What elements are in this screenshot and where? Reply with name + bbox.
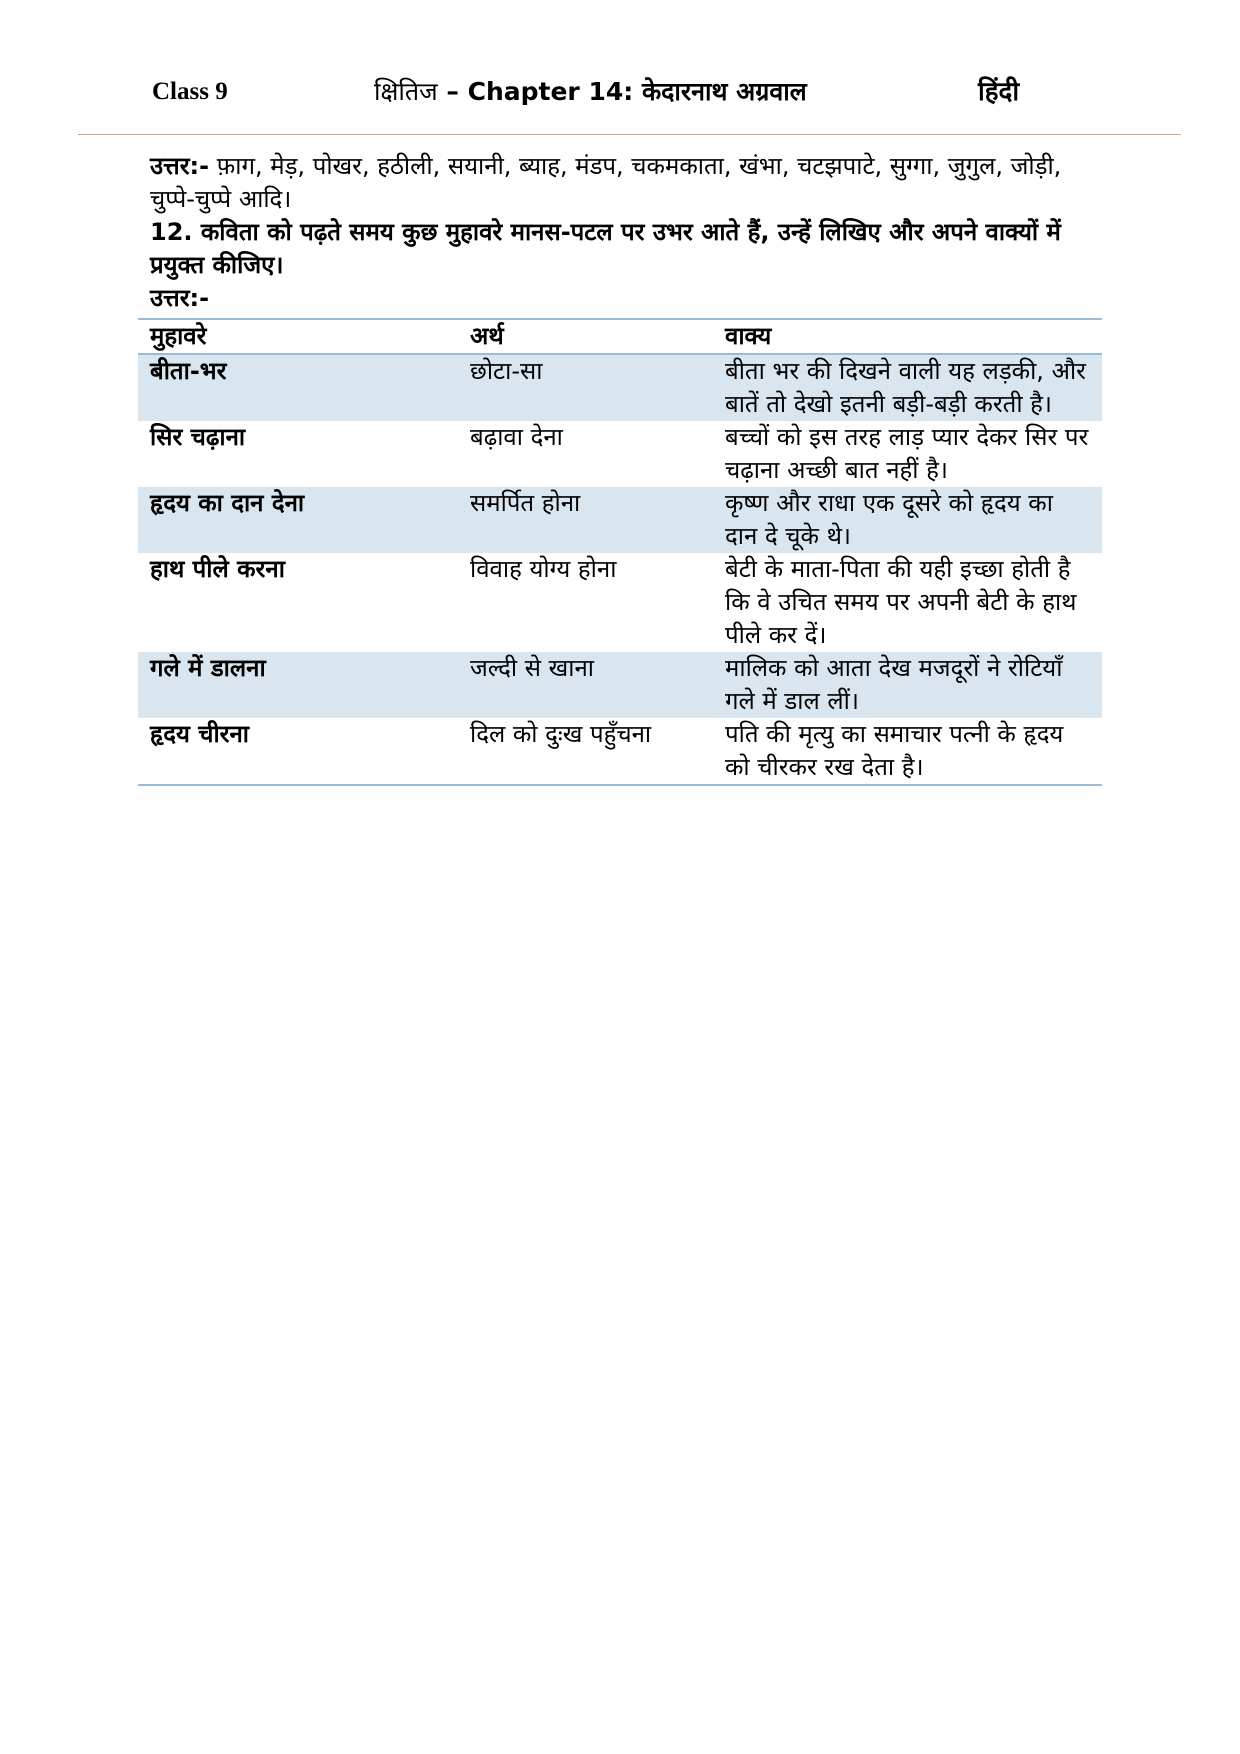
idiom-cell: गले में डालना [138,652,458,718]
answer-12-label: उत्तर:- [150,284,210,312]
idioms-table [138,318,1102,786]
author-name: केदारनाथ अग्रवाल [633,77,807,106]
table-row [138,652,1102,718]
table-row [138,487,1102,553]
meaning-cell: बढ़ावा देना [470,423,563,451]
table-header-row [138,319,1102,354]
meaning-cell: समर्पित होना [458,487,713,553]
header-idiom: मुहावरे [138,319,458,354]
meaning-cell: दिल को दुःख पहुँचना [470,720,652,748]
sentence-cell: बच्चों को इस तरह लाड़ प्यार देकर सिर पर चढ़ाना अच्छी बात नहीं है। [725,423,1089,484]
answer-11-label: उत्तर:- [150,152,210,180]
page-content [150,150,1090,315]
title-separator: – [437,77,468,106]
meaning-cell: विवाह योग्य होना [470,555,617,583]
table-row [138,354,1102,421]
question-12: 12. कविता को पढ़ते समय कुछ मुहावरे मानस-पटल पर उभर आते हैं, उन्हें लिखिए और अपने वाक्यों में प्रयुक्त कीजिए। [150,218,1061,279]
idiom-cell: सिर चढ़ाना [150,423,246,451]
table-row [138,553,1102,652]
sentence-cell: मालिक को आता देख मजदूरों ने रोटियाँ गले में डाल लीं। [713,652,1102,718]
sentence-cell: पति की मृत्यु का समाचार पत्नी के हृदय को चीरकर रख देता है। [725,720,1064,781]
class-label: Class 9 [152,78,228,105]
chapter-title [374,74,807,108]
sentence-cell: कृष्ण और राधा एक दूसरे को हृदय का दान दे चूके थे। [713,487,1102,553]
chapter-number: Chapter 14: [467,77,634,106]
idiom-cell: हृदय चीरना [150,720,250,748]
meaning-cell: छोटा-सा [458,354,713,421]
table-row [138,421,1102,487]
header-meaning: अर्थ [458,319,713,354]
meaning-cell: जल्दी से खाना [458,652,713,718]
idiom-cell: हृदय का दान देना [138,487,458,553]
sentence-cell: बेटी के माता-पिता की यही इच्छा होती है कि वे उचित समय पर अपनी बेटी के हाथ पीले कर दें। [725,555,1077,649]
book-name: क्षितिज [374,77,438,106]
table-row [138,718,1102,785]
answer-11 [150,150,1090,216]
header-sentence: वाक्य [713,319,1102,354]
sentence-cell: बीता भर की दिखने वाली यह लड़की, और बातें तो देखो इतनी बड़ी-बड़ी करती है। [713,354,1102,421]
idiom-cell: बीता-भर [138,354,458,421]
idiom-cell: हाथ पीले करना [150,555,285,583]
subject-label: हिंदी [978,77,1020,107]
answer-11-text: फ़ाग, मेड़, पोखर, हठीली, सयानी, ब्याह, मंडप, चकमकाता, खंभा, चटझपाटे, सुग्गा, जुगुल, जोड़ी, चुप्पे-चुप्पे आदि। [150,152,1062,213]
header-divider [78,134,1181,135]
page-header [0,70,1240,120]
